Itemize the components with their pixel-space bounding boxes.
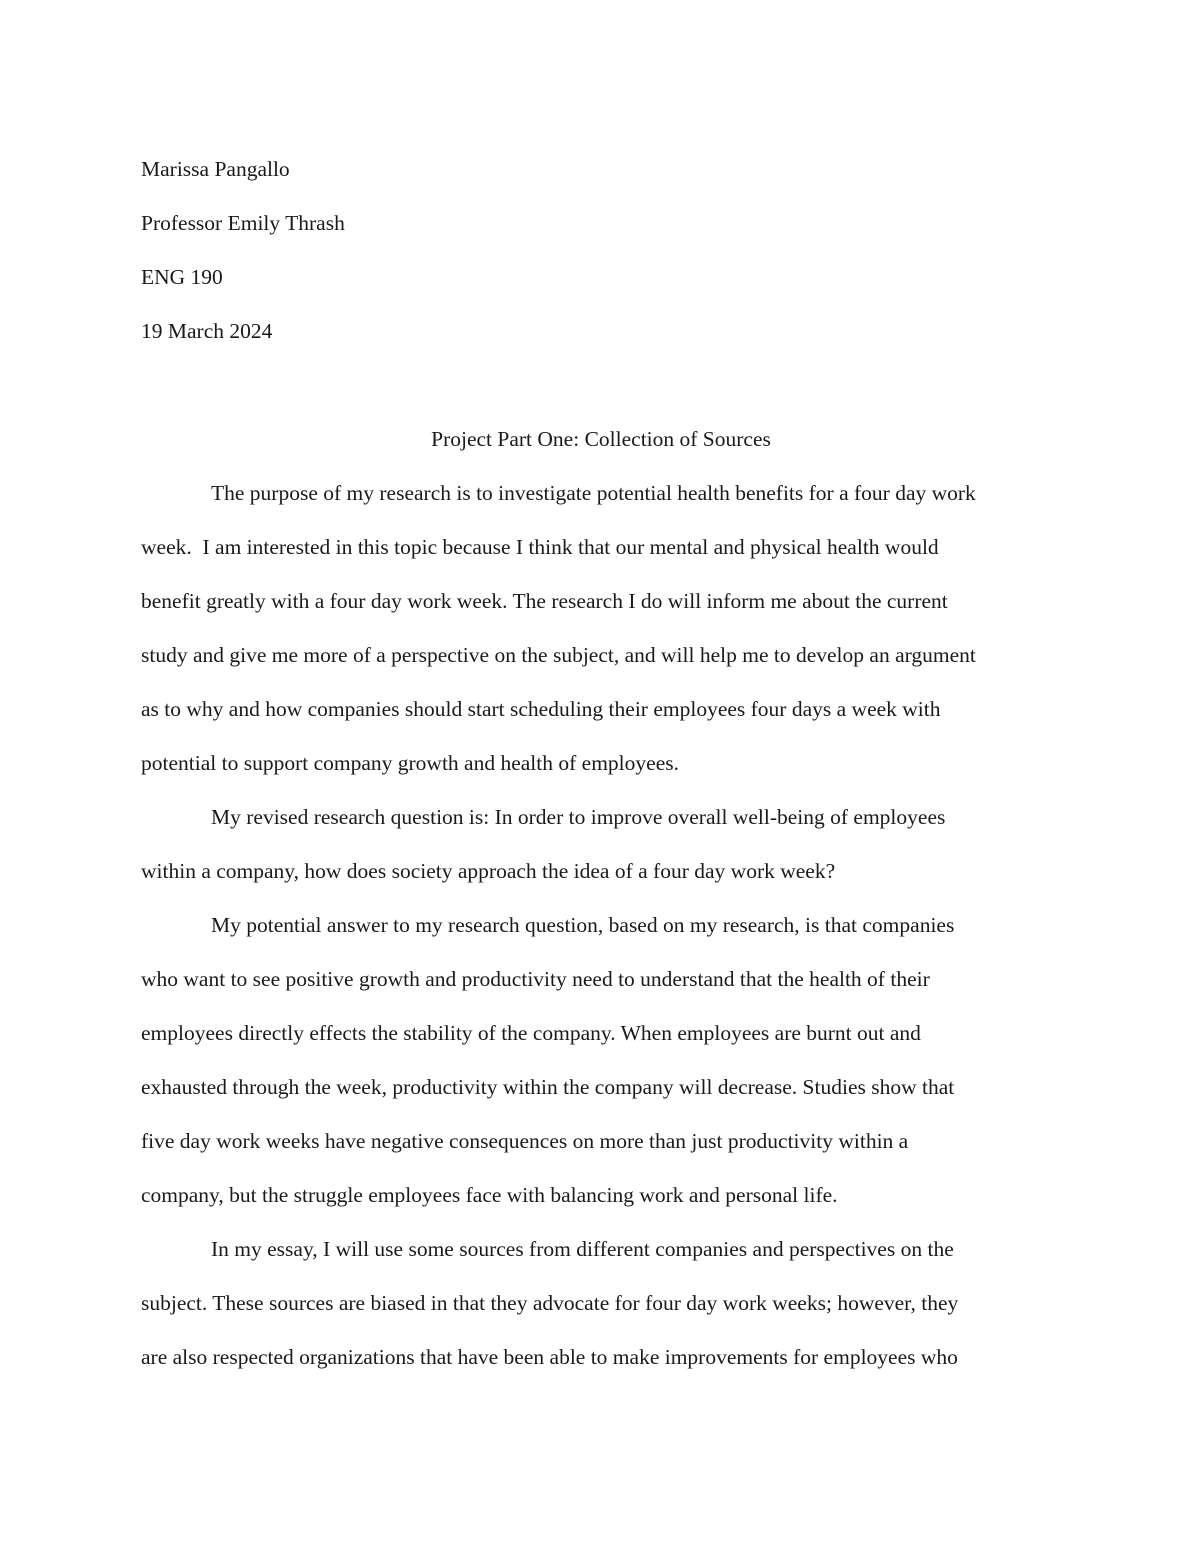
paragraph-potential-answer [141,898,1061,1222]
document-title: Project Part One: Collection of Sources [431,427,771,451]
paragraph-line: study and give me more of a perspective on the subject, and will help me to develop an argument [141,643,976,667]
paragraph-line: benefit greatly with a four day work week. The research I do will inform me about the current [141,589,948,613]
paragraph-line: are also respected organizations that have been able to make improvements for employees who [141,1345,958,1369]
blank-line [141,358,1061,412]
paragraph-line: In my essay, I will use some sources from different companies and perspectives on the [211,1237,954,1261]
paragraph-sources [141,1222,1061,1384]
paragraph-line: subject. These sources are biased in that they advocate for four day work weeks; however, they [141,1291,959,1315]
paragraph-purpose [141,466,1061,790]
paragraph-line: employees directly effects the stability of the company. When employees are burnt out and [141,1021,921,1045]
paragraph-line: who want to see positive growth and productivity need to understand that the health of their [141,967,930,991]
paragraph-line: My revised research question is: In order to improve overall well-being of employees [211,805,946,829]
paragraph-line: within a company, how does society approach the idea of a four day work week? [141,859,836,883]
student-name: Marissa Pangallo [141,157,290,181]
paragraph-line: week. I am interested in this topic because I think that our mental and physical health would [141,535,939,559]
document-date: 19 March 2024 [141,319,273,343]
paragraph-line: as to why and how companies should start scheduling their employees four days a week with [141,697,941,721]
document-body [141,142,1061,1384]
paragraph-line: five day work weeks have negative consequences on more than just productivity within a [141,1129,909,1153]
paragraph-line: My potential answer to my research question, based on my research, is that companies [211,913,955,937]
paragraph-line: The purpose of my research is to investigate potential health benefits for a four day work [211,481,976,505]
paragraph-line: exhausted through the week, productivity within the company will decrease. Studies show that [141,1075,955,1099]
paragraph-research-question [141,790,1061,898]
course-code: ENG 190 [141,265,223,289]
paragraph-line: company, but the struggle employees face with balancing work and personal life. [141,1183,838,1207]
paragraph-line: potential to support company growth and health of employees. [141,751,679,775]
professor-name: Professor Emily Thrash [141,211,345,235]
